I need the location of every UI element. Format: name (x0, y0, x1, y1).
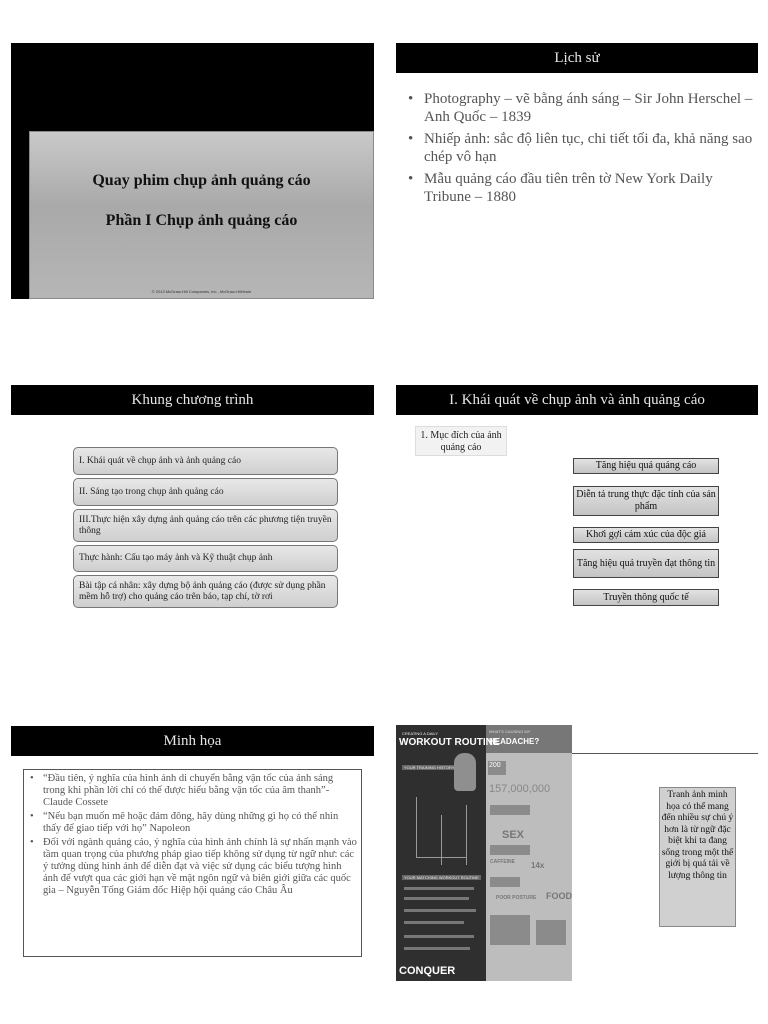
flow-line (416, 857, 466, 858)
outline-item: I. Khái quát về chụp ảnh và ảnh quảng cáo (73, 447, 338, 475)
stat-block (490, 915, 530, 945)
bullet-list (408, 90, 753, 210)
text-line (404, 921, 464, 924)
purpose-label: 1. Mục đích của ảnh quảng cáo (415, 426, 507, 456)
slide-header: Minh họa (11, 726, 374, 756)
title-slide (11, 43, 374, 299)
purpose-box: Tăng hiệu quả quảng cáo (573, 458, 719, 474)
list-item: • Nhiếp ảnh: sắc độ liên tục, chi tiết tối đa, khả năng sao chép vô hạn (408, 130, 753, 166)
infographic-image (396, 725, 572, 981)
food-label: FOOD (546, 891, 572, 901)
headache-title-1: WHAT'S CAUSING MY (489, 729, 531, 734)
text-line (404, 947, 470, 950)
flow-line (416, 797, 417, 857)
quote-item: • Đối với ngành quảng cáo, ý nghĩa của hình ảnh chính là sự nhấn mạnh vào tầm quan trọng của phương pháp giao tiếp không sử dụng từ ngữ như: các ý tưởng dùng hình ảnh để diễn đạt và việc sử dụng các biểu tượng hình ảnh để vượt qua các giới hạn về mặt ngôn ngữ và biên giới giữa các quốc gia – Nguyễn Tống Giám đốc Hiệp hội quảng cáo Châu Âu (30, 837, 357, 897)
slide-title: Quay phim chụp ảnh quảng cáo (92, 172, 311, 189)
side-caption: Tranh ảnh minh họa có thể mang đến nhiều sự chú ý hơn là từ ngữ đặc biệt khi ta đang sống trong một thế giới bị quá tải về lượng thông tin (659, 787, 736, 927)
quote-box (23, 769, 362, 957)
stat-block (490, 877, 520, 887)
quote-item: • “Đầu tiên, ý nghĩa của hình ảnh di chuyển bằng vận tốc của ánh sáng trong khi phần lời chỉ có thể được hiểu bằng vận tốc của âm thanh”- Claude Cossete (30, 773, 357, 809)
stat-value: 200 (489, 762, 501, 769)
step-label: YOUR TRAINING HISTORY (404, 765, 455, 770)
outline-item: II. Sáng tạo trong chụp ảnh quảng cáo (73, 478, 338, 506)
step-label: YOUR MATCHING WORKOUT ROUTINE (404, 875, 479, 880)
stat-block (490, 845, 530, 855)
purpose-box: Tăng hiệu quả truyền đạt thông tin (573, 549, 719, 578)
quote-list (30, 773, 357, 897)
multiplier-label: 14x (531, 861, 545, 870)
purpose-box: Truyền thông quốc tế (573, 589, 719, 606)
text-line (404, 897, 469, 900)
conquer-label: CONQUER (399, 965, 456, 977)
infographic-kicker: CREATING A DAILY (402, 731, 439, 736)
text-line (404, 935, 474, 938)
slide-header: Khung chương trình (11, 385, 374, 415)
posture-label: POOR POSTURE (496, 895, 537, 901)
purpose-box: Diễn tả trung thực đặc tính của sản phẩm (573, 486, 719, 516)
stat-value: 157,000,000 (489, 783, 551, 795)
athlete-figure (454, 753, 476, 791)
divider-line (572, 753, 758, 754)
copyright-note: © 2013 McGraw-Hill Companies, Inc., McGraw-Hill/Irwin (151, 289, 252, 294)
caffeine-label: CAFFEINE (490, 859, 515, 865)
slide-header: Lịch sử (396, 43, 758, 73)
sex-label: SEX (502, 829, 525, 841)
slide-subtitle: Phần I Chụp ảnh quảng cáo (105, 212, 298, 229)
slide-header: I. Khái quát về chụp ảnh và ảnh quảng cáo (396, 385, 758, 415)
outline-item: Thực hành: Cấu tạo máy ảnh và Kỹ thuật chụp ảnh (73, 545, 338, 572)
headache-title-2: HEADACHE? (489, 737, 540, 746)
infographic-title: WORKOUT ROUTINE (399, 737, 500, 748)
stat-block (536, 920, 566, 945)
text-line (404, 909, 476, 912)
outline-item: III.Thực hiện xây dựng ảnh quảng cáo trên các phương tiện truyền thông (73, 509, 338, 542)
outline-item: Bài tập cá nhân: xây dựng bộ ảnh quảng cáo (được sử dụng phần mềm hỗ trợ) cho quảng cáo trên báo, tạp chí, tờ rơi (73, 575, 338, 608)
quote-item: • “Nếu bạn muốn mê hoặc đám đông, hãy dùng những gì họ có thể nhìn thấy để giao tiếp với họ” Napoleon (30, 811, 357, 835)
list-item: • Mẫu quảng cáo đầu tiên trên tờ New York Daily Tribune – 1880 (408, 170, 753, 206)
text-line (404, 887, 474, 890)
title-panel (29, 131, 374, 299)
purpose-box: Khơi gợi cảm xúc của độc giả (573, 527, 719, 543)
flow-line (466, 805, 467, 865)
list-item: • Photography – vẽ bằng ánh sáng – Sir John Herschel – Anh Quốc – 1839 (408, 90, 753, 126)
stat-block (490, 805, 530, 815)
